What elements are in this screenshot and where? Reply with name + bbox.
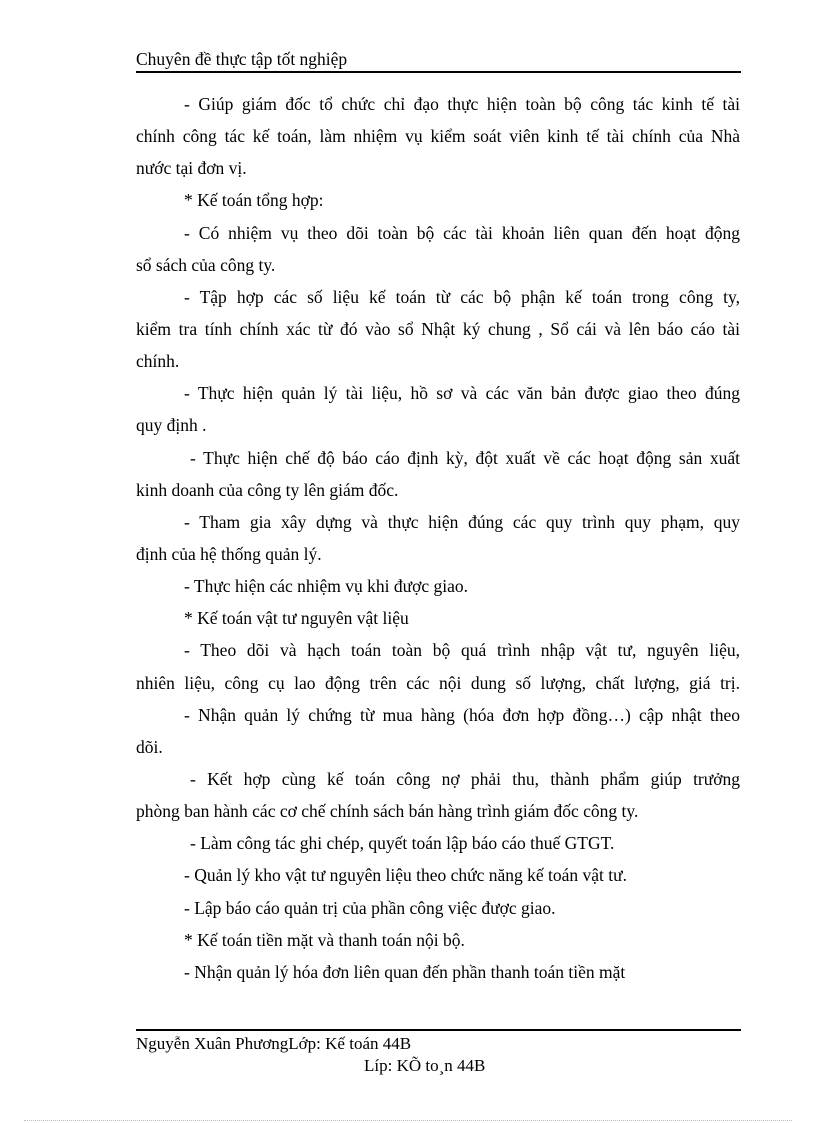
text-line: - Thực hiện chế độ báo cáo định kỳ, đột xuất về các hoạt động sản xuất [190, 447, 740, 468]
footer-divider [136, 1029, 741, 1031]
text-line: - Thực hiện quản lý tài liệu, hồ sơ và các văn bản được giao theo đúng [184, 383, 740, 404]
page-header-title: Chuyên đề thực tập tốt nghiệp [136, 49, 348, 69]
text-line: - Có nhiệm vụ theo dõi toàn bộ các tài khoản liên quan đến hoạt động [184, 222, 740, 243]
footer-author-class: Nguyễn Xuân PhươngLớp: Kế toán 44B [136, 1034, 412, 1053]
text-line: - Theo dõi và hạch toán toàn bộ quá trình nhập vật tư, nguyên liệu, [184, 640, 740, 661]
text-line: - Kết hợp cùng kế toán công nợ phải thu, thành phẩm giúp trưởng [190, 768, 740, 789]
text-line: - Lập báo cáo quản trị của phần công việc được giao. [184, 897, 556, 918]
document-body [136, 88, 740, 988]
page-edge-dotted-line [24, 1120, 792, 1121]
text-line: kiểm tra tính chính xác từ đó vào sổ Nhật ký chung , Sổ cái và lên báo cáo tài [136, 318, 740, 339]
text-line: - Làm công tác ghi chép, quyết toán lập báo cáo thuế GTGT. [190, 833, 615, 854]
text-line: kinh doanh của công ty lên giám đốc. [136, 479, 399, 500]
text-line: - Nhận quản lý chứng từ mua hàng (hóa đơn hợp đồng…) cập nhật theo [184, 704, 740, 725]
text-line: - Giúp giám đốc tổ chức chỉ đạo thực hiện toàn bộ công tác kinh tế tài [184, 94, 740, 114]
text-line: - Nhận quản lý hóa đơn liên quan đến phần thanh toán tiền mặt [184, 961, 626, 982]
text-line: nhiên liệu, công cụ lao động trên các nội dung số lượng, chất lượng, giá trị. [136, 672, 740, 693]
text-line: dõi. [136, 736, 163, 757]
text-line: - Tham gia xây dựng và thực hiện đúng các quy trình quy phạm, quy [184, 511, 740, 532]
text-line: phòng ban hành các cơ chế chính sách bán hàng trình giám đốc công ty. [136, 801, 639, 822]
text-line: - Thực hiện các nhiệm vụ khi được giao. [184, 576, 468, 597]
text-line: nước tại đơn vị. [136, 158, 247, 179]
header-divider [136, 71, 741, 73]
section-heading: * Kế toán tiền mặt và thanh toán nội bộ. [184, 929, 465, 950]
text-line: - Tập hợp các số liệu kế toán từ các bộ phận kế toán trong công ty, [184, 286, 740, 307]
text-line: định của hệ thống quản lý. [136, 543, 322, 564]
footer-class-garbled: Líp: KÕ to¸n 44B [364, 1056, 486, 1075]
text-line: quy định . [136, 415, 207, 436]
text-line: - Quản lý kho vật tư nguyên liệu theo chức năng kế toán vật tư. [184, 865, 627, 886]
text-line: sổ sách của công ty. [136, 254, 276, 275]
section-heading: * Kế toán vật tư nguyên vật liệu [184, 608, 409, 629]
section-heading: * Kế toán tổng hợp: [184, 190, 324, 211]
text-line: chính công tác kế toán, làm nhiệm vụ kiểm soát viên kinh tế tài chính của Nhà [136, 126, 740, 147]
text-line: chính. [136, 351, 180, 372]
